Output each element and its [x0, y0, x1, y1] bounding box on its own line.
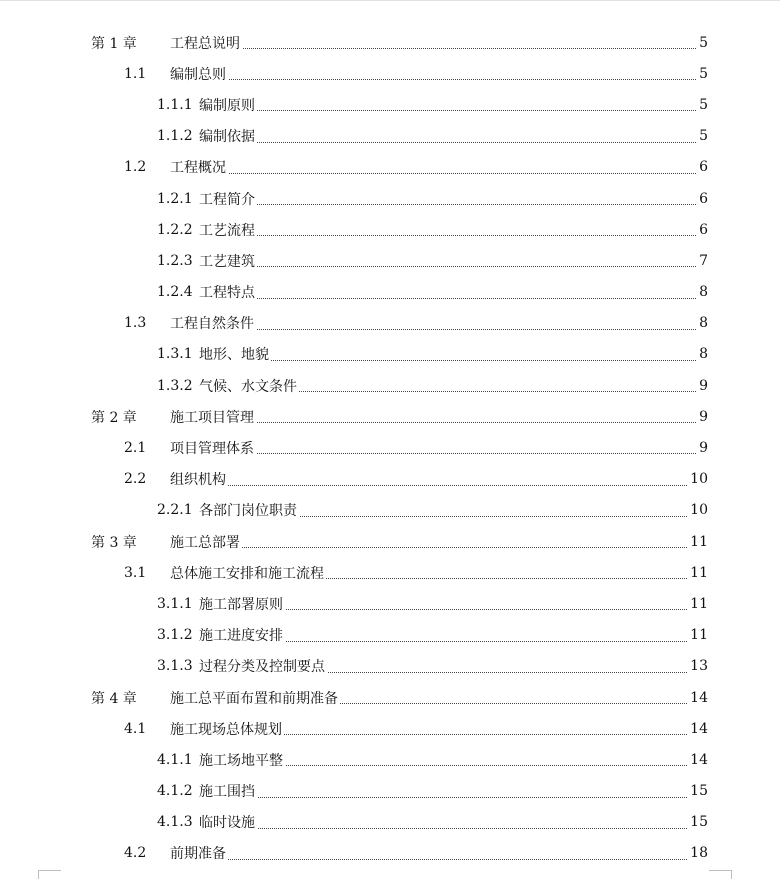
toc-dot-leader — [255, 142, 698, 143]
toc-dot-leader — [254, 453, 698, 454]
toc-entry-title[interactable]: 施工进度安排 — [199, 625, 285, 645]
toc-entry-number: 2.1 — [124, 440, 147, 457]
toc-entry-level-3[interactable] — [0, 807, 780, 838]
toc-dot-leader — [324, 578, 689, 579]
toc-dot-leader — [325, 672, 689, 673]
toc-entry-level-1[interactable] — [0, 27, 780, 58]
toc-entry-level-3[interactable] — [0, 651, 780, 682]
toc-entry-page-number: 15 — [690, 814, 708, 831]
toc-entry-page-number: 8 — [699, 346, 708, 363]
page-top-border — [0, 0, 780, 1]
toc-entry-level-3[interactable] — [0, 214, 780, 245]
toc-entry-page-number: 5 — [699, 128, 708, 145]
toc-entry-page-number: 5 — [699, 96, 708, 113]
toc-entry-title[interactable]: 工程特点 — [199, 282, 257, 302]
toc-entry-number: 3.1.2 — [157, 627, 193, 644]
toc-entry-level-3[interactable] — [0, 744, 780, 775]
toc-dot-leader — [283, 765, 689, 766]
toc-entry-title[interactable]: 施工场地平整 — [199, 750, 285, 770]
toc-entry-level-1[interactable] — [0, 401, 780, 432]
toc-entry-page-number: 5 — [699, 34, 708, 51]
toc-entry-level-3[interactable] — [0, 245, 780, 276]
toc-entry-level-2[interactable] — [0, 713, 780, 744]
toc-entry-title[interactable]: 编制总则 — [170, 64, 228, 84]
toc-entry-page-number: 9 — [699, 377, 708, 394]
toc-entry-level-3[interactable] — [0, 277, 780, 308]
toc-entry-level-3[interactable] — [0, 588, 780, 619]
toc-dot-leader — [226, 79, 698, 80]
toc-entry-page-number: 5 — [699, 65, 708, 82]
toc-entry-number: 1.2.1 — [157, 190, 193, 207]
toc-entry-number: 1.1.1 — [157, 96, 193, 113]
toc-entry-level-2[interactable] — [0, 464, 780, 495]
toc-dot-leader — [226, 859, 689, 860]
toc-entry-title[interactable]: 施工部署原则 — [199, 594, 285, 614]
toc-entry-number: 1.2.2 — [157, 221, 193, 238]
toc-entry-number: 4.1.2 — [157, 783, 193, 800]
toc-entry-level-2[interactable] — [0, 308, 780, 339]
toc-dot-leader — [255, 235, 698, 236]
toc-dot-leader — [226, 485, 689, 486]
toc-entry-page-number: 11 — [690, 564, 708, 581]
toc-entry-page-number: 8 — [699, 284, 708, 301]
toc-dot-leader — [269, 360, 698, 361]
toc-entry-level-3[interactable] — [0, 121, 780, 152]
toc-entry-page-number: 7 — [699, 252, 708, 269]
toc-entry-title[interactable]: 编制原则 — [199, 95, 257, 115]
toc-entry-number: 3.1.3 — [157, 658, 193, 675]
toc-entry-title[interactable]: 组织机构 — [170, 469, 228, 489]
toc-entry-level-2[interactable] — [0, 557, 780, 588]
toc-entry-title[interactable]: 各部门岗位职责 — [199, 500, 299, 520]
toc-entry-title[interactable]: 施工总平面布置和前期准备 — [170, 688, 340, 708]
toc-dot-leader — [297, 516, 689, 517]
toc-entry-page-number: 9 — [699, 440, 708, 457]
toc-entry-number: 1.1 — [124, 65, 147, 82]
toc-entry-level-3[interactable] — [0, 183, 780, 214]
page-corner-mark-right — [709, 870, 732, 879]
toc-entry-number: 1.1.2 — [157, 128, 193, 145]
toc-entry-number: 1.3.1 — [157, 346, 193, 363]
toc-entry-page-number: 10 — [690, 471, 708, 488]
toc-entry-title[interactable]: 施工项目管理 — [170, 407, 256, 427]
toc-entry-level-2[interactable] — [0, 432, 780, 463]
toc-entry-title[interactable]: 总体施工安排和施工流程 — [170, 563, 326, 583]
toc-entry-page-number: 6 — [699, 190, 708, 207]
toc-entry-title[interactable]: 工程概况 — [170, 157, 228, 177]
toc-dot-leader — [338, 703, 689, 704]
toc-dot-leader — [282, 734, 689, 735]
toc-entry-level-1[interactable] — [0, 526, 780, 557]
toc-entry-page-number: 11 — [690, 533, 708, 550]
toc-dot-leader — [255, 828, 689, 829]
toc-entry-number: 第 1 章 — [91, 35, 137, 52]
toc-entry-title[interactable]: 临时设施 — [199, 812, 257, 832]
toc-entry-level-3[interactable] — [0, 495, 780, 526]
toc-entry-title[interactable]: 工程总说明 — [170, 33, 242, 53]
toc-entry-number: 4.2 — [124, 845, 147, 862]
page-corner-mark-left — [38, 870, 61, 879]
toc-entry-title[interactable]: 气候、水文条件 — [199, 376, 299, 396]
toc-entry-title[interactable]: 编制依据 — [199, 126, 257, 146]
toc-entry-title[interactable]: 前期准备 — [170, 843, 228, 863]
toc-dot-leader — [255, 797, 689, 798]
toc-entry-level-2[interactable] — [0, 838, 780, 869]
toc-entry-page-number: 9 — [699, 408, 708, 425]
toc-dot-leader — [240, 547, 689, 548]
toc-entry-page-number: 13 — [690, 658, 708, 675]
toc-entry-page-number: 8 — [699, 315, 708, 332]
toc-entry-title[interactable]: 施工围挡 — [199, 781, 257, 801]
toc-entry-number: 2.2.1 — [157, 502, 193, 519]
toc-dot-leader — [255, 298, 698, 299]
toc-dot-leader — [255, 110, 698, 111]
toc-entry-level-1[interactable] — [0, 682, 780, 713]
toc-dot-leader — [240, 48, 698, 49]
toc-entry-level-3[interactable] — [0, 370, 780, 401]
toc-entry-number: 3.1 — [124, 564, 147, 581]
toc-entry-title[interactable]: 工艺流程 — [199, 220, 257, 240]
toc-entry-page-number: 14 — [690, 720, 708, 737]
table-of-contents — [0, 27, 780, 869]
toc-entry-page-number: 14 — [690, 751, 708, 768]
toc-entry-level-2[interactable] — [0, 58, 780, 89]
toc-entry-level-3[interactable] — [0, 776, 780, 807]
toc-entry-number: 1.2.3 — [157, 252, 193, 269]
toc-entry-title[interactable]: 工程简介 — [199, 189, 257, 209]
toc-entry-page-number: 10 — [690, 502, 708, 519]
toc-entry-title[interactable]: 施工现场总体规划 — [170, 719, 284, 739]
toc-entry-number: 3.1.1 — [157, 595, 193, 612]
toc-entry-number: 1.2 — [124, 159, 147, 176]
toc-dot-leader — [283, 609, 689, 610]
toc-entry-title[interactable]: 工艺建筑 — [199, 251, 257, 271]
toc-entry-page-number: 11 — [690, 627, 708, 644]
toc-entry-title[interactable]: 过程分类及控制要点 — [199, 656, 327, 676]
toc-entry-level-3[interactable] — [0, 89, 780, 120]
toc-entry-number: 1.2.4 — [157, 284, 193, 301]
toc-entry-level-2[interactable] — [0, 152, 780, 183]
toc-dot-leader — [255, 204, 698, 205]
toc-entry-level-3[interactable] — [0, 339, 780, 370]
toc-dot-leader — [255, 266, 698, 267]
toc-entry-number: 1.3.2 — [157, 377, 193, 394]
toc-entry-number: 4.1 — [124, 720, 147, 737]
toc-entry-page-number: 15 — [690, 783, 708, 800]
toc-entry-page-number: 6 — [699, 159, 708, 176]
toc-entry-number: 2.2 — [124, 471, 147, 488]
toc-entry-title[interactable]: 施工总部署 — [170, 532, 242, 552]
toc-entry-title[interactable]: 项目管理体系 — [170, 438, 256, 458]
toc-entry-number: 第 2 章 — [91, 409, 137, 426]
toc-entry-page-number: 14 — [690, 689, 708, 706]
toc-entry-number: 1.3 — [124, 315, 147, 332]
toc-entry-number: 4.1.1 — [157, 751, 193, 768]
toc-entry-number: 第 4 章 — [91, 690, 137, 707]
toc-entry-page-number: 18 — [690, 845, 708, 862]
toc-dot-leader — [283, 641, 689, 642]
toc-entry-number: 第 3 章 — [91, 534, 137, 551]
toc-entry-page-number: 11 — [690, 595, 708, 612]
toc-entry-number: 4.1.3 — [157, 814, 193, 831]
toc-entry-level-3[interactable] — [0, 620, 780, 651]
toc-entry-page-number: 6 — [699, 221, 708, 238]
toc-dot-leader — [254, 422, 698, 423]
toc-dot-leader — [254, 329, 698, 330]
toc-entry-title[interactable]: 工程自然条件 — [170, 313, 256, 333]
toc-entry-title[interactable]: 地形、地貌 — [199, 344, 271, 364]
toc-dot-leader — [297, 391, 698, 392]
toc-dot-leader — [226, 173, 698, 174]
